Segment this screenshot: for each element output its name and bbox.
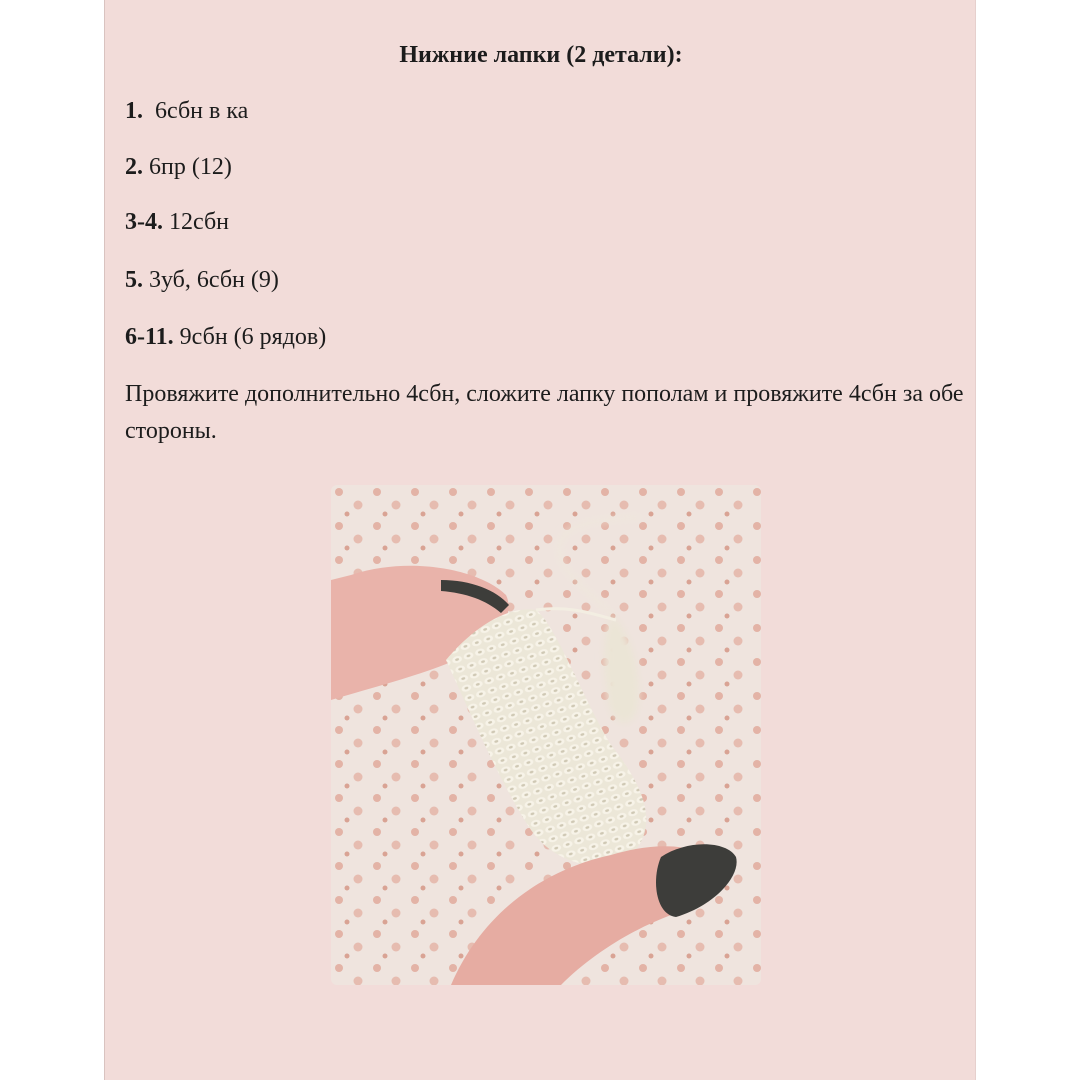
step-number: 2. [125,154,143,180]
step-3-4 [125,209,229,236]
step-text: 3уб, 6сбн (9) [149,267,279,293]
step-number: 3-4. [125,209,163,235]
step-text: 6сбн в ка [155,98,249,124]
page-title: Нижние лапки (2 детали): [399,42,683,68]
photo-illustration [331,485,761,985]
step-1 [125,98,248,125]
step-text: 12сбн [169,209,229,235]
step-text: 9сбн (6 рядов) [179,324,327,350]
step-text: 6пр (12) [149,154,232,180]
document-page [104,0,976,1080]
step-5 [125,267,279,294]
step-number: 1. [125,98,143,124]
step-number: 6-11. [125,324,174,350]
instruction-note: Провяжите дополнительно 4сбн, сложите лапку пополам и провяжите 4сбн за обе стороны. [125,381,964,444]
step-number: 5. [125,267,143,293]
step-6-11 [125,324,326,351]
crochet-leg-photo [331,485,761,985]
step-2 [125,154,232,181]
